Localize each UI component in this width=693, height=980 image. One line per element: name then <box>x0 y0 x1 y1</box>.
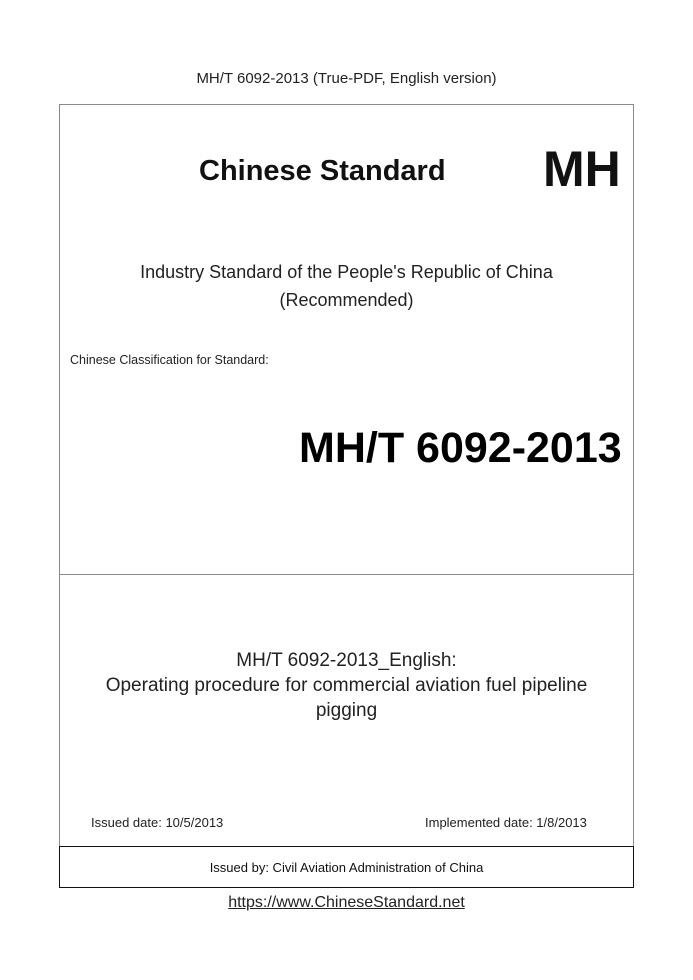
implemented-date: Implemented date: 1/8/2013 <box>425 815 587 830</box>
document-title <box>0 648 693 723</box>
title-line-code: MH/T 6092-2013_English: <box>236 650 457 671</box>
issuer-text: Issued by: Civil Aviation Administration of China <box>209 859 484 875</box>
website-link[interactable]: https://www.ChineseStandard.net <box>228 894 465 911</box>
title-line-end: pigging <box>315 700 378 721</box>
document-header: MH/T 6092-2013 (True-PDF, English version) <box>196 70 497 87</box>
title-line-main: Operating procedure for commercial aviation fuel pipeline <box>105 675 588 696</box>
recommended-line: (Recommended) <box>279 290 414 310</box>
industry-line: Industry Standard of the People's Republic of China <box>140 262 553 282</box>
issuer-box <box>59 846 634 888</box>
standard-type-label: Chinese Standard <box>199 155 446 187</box>
issued-date: Issued date: 10/5/2013 <box>91 815 224 830</box>
industry-standard-text <box>0 258 693 314</box>
standard-code: MH/T 6092-2013 <box>299 424 622 472</box>
standard-mark: MH <box>543 141 621 197</box>
classification-label: Chinese Classification for Standard: <box>70 353 269 367</box>
